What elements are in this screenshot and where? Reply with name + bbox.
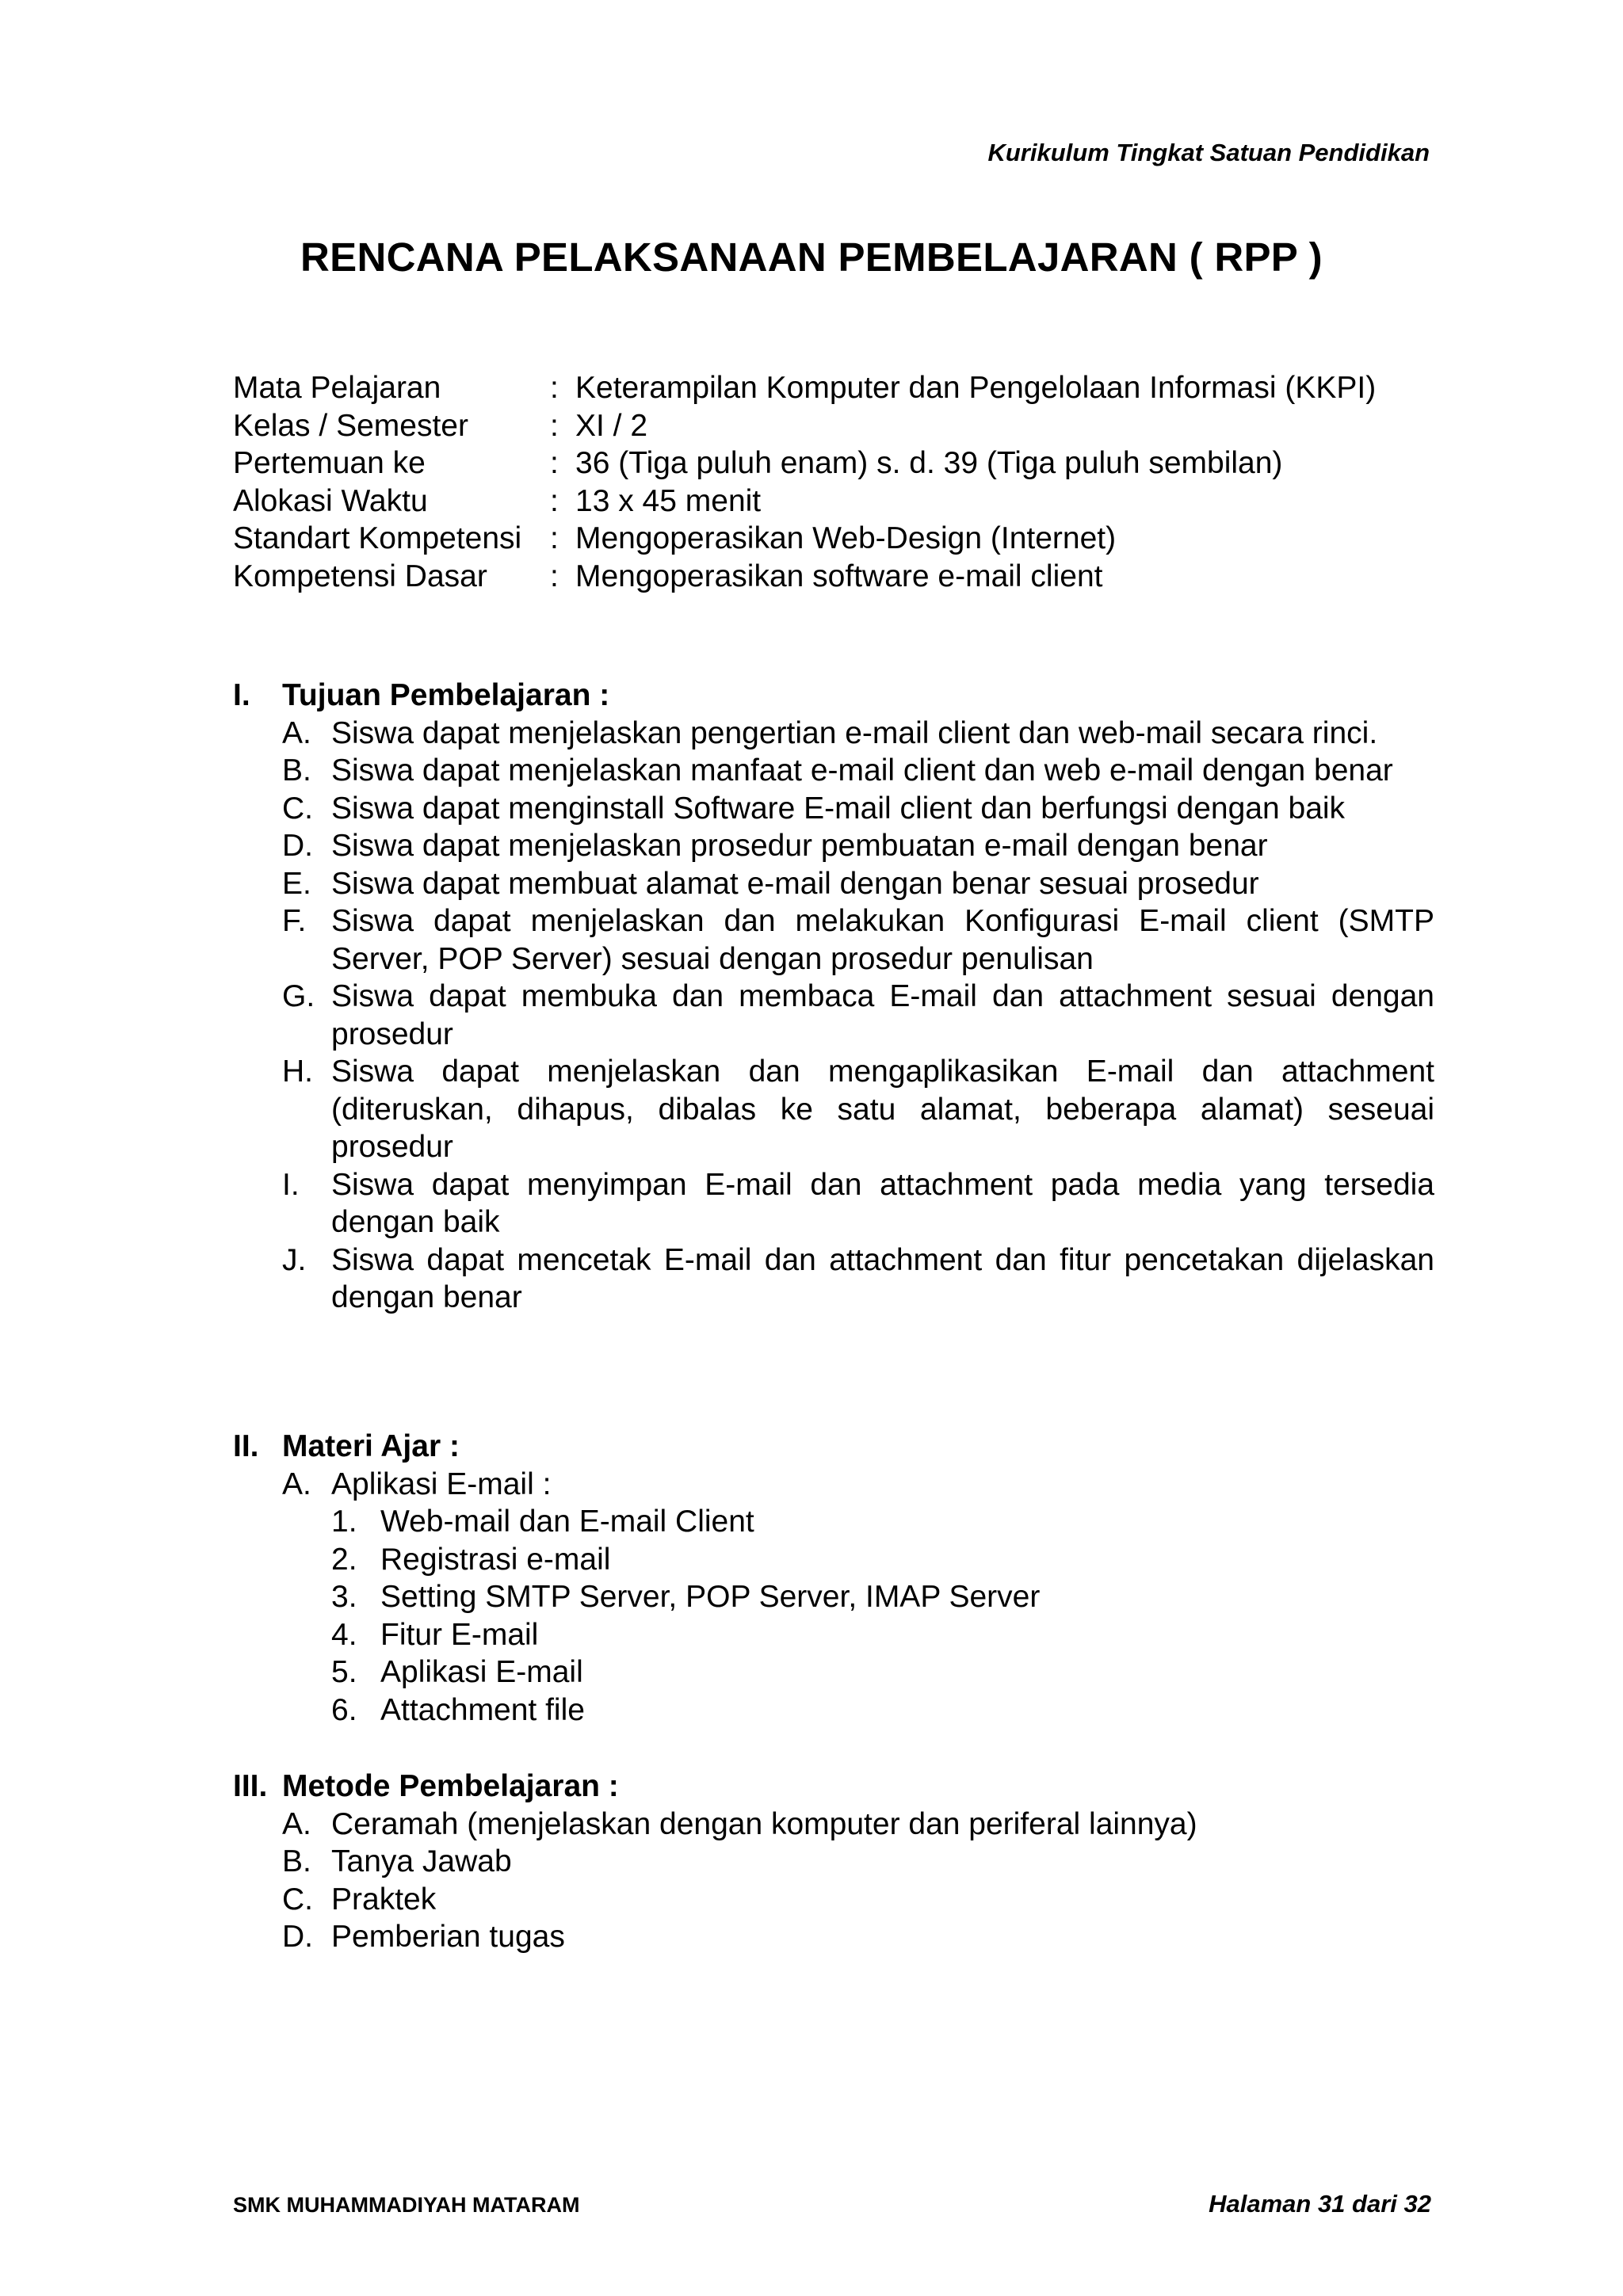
sub-list-item	[331, 1541, 1434, 1579]
info-colon: :	[550, 521, 559, 555]
item-marker: C.	[282, 791, 313, 826]
item-text: Siswa dapat membuat alamat e-mail dengan benar sesuai prosedur	[331, 866, 1259, 901]
section-heading	[233, 1768, 1434, 1806]
footer-school-name: SMK MUHAMMADIYAH MATARAM	[233, 2193, 580, 2217]
item-marker: A.	[282, 1806, 311, 1841]
list-item	[282, 902, 1434, 978]
item-text: Siswa dapat membuka dan membaca E-mail dan attachment sesuai dengan prosedur	[331, 979, 1434, 1051]
section-number: I.	[233, 678, 250, 712]
item-text: Tanya Jawab	[331, 1844, 512, 1878]
item-marker: F.	[282, 904, 307, 938]
sub-item-marker: 6.	[331, 1692, 357, 1727]
sub-item-text: Web-mail dan E-mail Client	[380, 1505, 754, 1539]
sub-item-text: Attachment file	[380, 1692, 585, 1727]
info-label: Kompetensi Dasar	[233, 559, 487, 593]
item-text: Praktek	[331, 1882, 437, 1917]
section-heading	[233, 677, 1434, 715]
list-item	[282, 1806, 1434, 1844]
list-item	[282, 790, 1434, 828]
item-marker: A.	[282, 1466, 311, 1501]
sub-item-marker: 5.	[331, 1655, 357, 1689]
section-number: III.	[233, 1769, 268, 1803]
item-marker: B.	[282, 753, 311, 788]
section-heading	[233, 1428, 1434, 1466]
info-colon: :	[550, 371, 559, 405]
info-value: Keterampilan Komputer dan Pengelolaan Informasi (KKPI)	[575, 371, 1377, 405]
sub-item-marker: 1.	[331, 1505, 357, 1539]
sub-item-marker: 3.	[331, 1580, 357, 1614]
item-text: Siswa dapat menjelaskan prosedur pembuatan e-mail dengan benar	[331, 829, 1268, 863]
list-item	[282, 1053, 1434, 1166]
footer-page-number: Halaman 31 dari 32	[1209, 2190, 1431, 2218]
sub-list-item	[331, 1503, 1434, 1541]
sub-list-item	[331, 1616, 1434, 1654]
info-row	[233, 369, 1376, 407]
info-row	[233, 444, 1376, 482]
item-marker: D.	[282, 829, 313, 863]
sub-list-item	[331, 1691, 1434, 1730]
item-marker: I.	[282, 1167, 300, 1202]
item-marker: D.	[282, 1920, 313, 1954]
info-value: Mengoperasikan software e-mail client	[575, 559, 1103, 593]
item-text: Ceramah (menjelaskan dengan komputer dan periferal lainnya)	[331, 1806, 1197, 1841]
info-value: Mengoperasikan Web-Design (Internet)	[575, 521, 1117, 555]
item-text: Siswa dapat mencetak E-mail dan attachment dan fitur pencetakan dijelaskan dengan benar	[331, 1242, 1434, 1314]
info-value: XI / 2	[575, 408, 648, 443]
info-label: Mata Pelajaran	[233, 371, 441, 405]
list-item	[282, 865, 1434, 903]
item-marker: H.	[282, 1055, 313, 1089]
section-title: Materi Ajar :	[282, 1429, 460, 1463]
item-marker: C.	[282, 1882, 313, 1917]
info-row	[233, 558, 1376, 596]
section-title: Metode Pembelajaran :	[282, 1769, 619, 1803]
sub-item-text: Registrasi e-mail	[380, 1542, 611, 1577]
info-label: Alokasi Waktu	[233, 483, 428, 518]
list-item	[282, 827, 1434, 865]
header-note: Kurikulum Tingkat Satuan Pendidikan	[987, 139, 1430, 166]
info-colon: :	[550, 559, 559, 593]
section-metode-pembelajaran	[233, 1768, 1434, 1956]
sub-list-item	[331, 1653, 1434, 1691]
sub-item-text: Fitur E-mail	[380, 1617, 539, 1652]
item-marker: E.	[282, 866, 311, 901]
info-value: 13 x 45 menit	[575, 483, 762, 518]
info-block	[233, 369, 1376, 595]
item-text: Siswa dapat menjelaskan pengertian e-mail client dan web-mail secara rinci.	[331, 715, 1378, 750]
list-item	[282, 1241, 1434, 1317]
list-item	[282, 1843, 1434, 1881]
sub-list-item	[331, 1578, 1434, 1616]
list-item	[282, 1166, 1434, 1241]
info-colon: :	[550, 446, 559, 480]
list-item	[282, 1918, 1434, 1956]
info-colon: :	[550, 408, 559, 443]
list-item	[282, 715, 1434, 753]
document-title: RENCANA PELAKSANAAN PEMBELAJARAN ( RPP )	[300, 235, 1323, 280]
sub-item-text: Setting SMTP Server, POP Server, IMAP Server	[380, 1580, 1041, 1614]
item-marker: J.	[282, 1242, 307, 1277]
info-label: Standart Kompetensi	[233, 521, 522, 555]
sub-item-marker: 4.	[331, 1617, 357, 1652]
list-item	[282, 978, 1434, 1053]
info-row	[233, 482, 1376, 521]
info-colon: :	[550, 483, 559, 518]
list-item	[282, 1466, 1434, 1504]
item-text: Siswa dapat menjelaskan manfaat e-mail client dan web e-mail dengan benar	[331, 753, 1393, 788]
section-tujuan-pembelajaran	[233, 677, 1434, 1317]
sub-item-marker: 2.	[331, 1542, 357, 1577]
section-number: II.	[233, 1429, 259, 1463]
info-row	[233, 520, 1376, 558]
info-label: Pertemuan ke	[233, 446, 426, 480]
sub-item-text: Aplikasi E-mail	[380, 1655, 583, 1689]
item-marker: G.	[282, 979, 315, 1013]
info-label: Kelas / Semester	[233, 408, 468, 443]
info-value: 36 (Tiga puluh enam) s. d. 39 (Tiga puluh sembilan)	[575, 446, 1283, 480]
item-text: Siswa dapat menjelaskan dan melakukan Konfigurasi E-mail client (SMTP Server, POP Server) sesuai dengan prosedur penulisan	[331, 904, 1434, 976]
item-marker: B.	[282, 1844, 311, 1878]
list-item	[282, 1881, 1434, 1919]
item-marker: A.	[282, 715, 311, 750]
item-text: Aplikasi E-mail :	[331, 1466, 552, 1501]
list-item	[282, 752, 1434, 790]
item-text: Pemberian tugas	[331, 1920, 565, 1954]
section-materi-ajar	[233, 1428, 1434, 1729]
item-text: Siswa dapat menyimpan E-mail dan attachment pada media yang tersedia dengan baik	[331, 1167, 1434, 1239]
item-text: Siswa dapat menginstall Software E-mail client dan berfungsi dengan baik	[331, 791, 1346, 826]
info-row	[233, 407, 1376, 445]
section-title: Tujuan Pembelajaran :	[282, 678, 610, 712]
item-text: Siswa dapat menjelaskan dan mengaplikasikan E-mail dan attachment (diteruskan, dihapus, dibalas ke satu alamat, beberapa alamat) seseuai prosedur	[331, 1055, 1434, 1164]
